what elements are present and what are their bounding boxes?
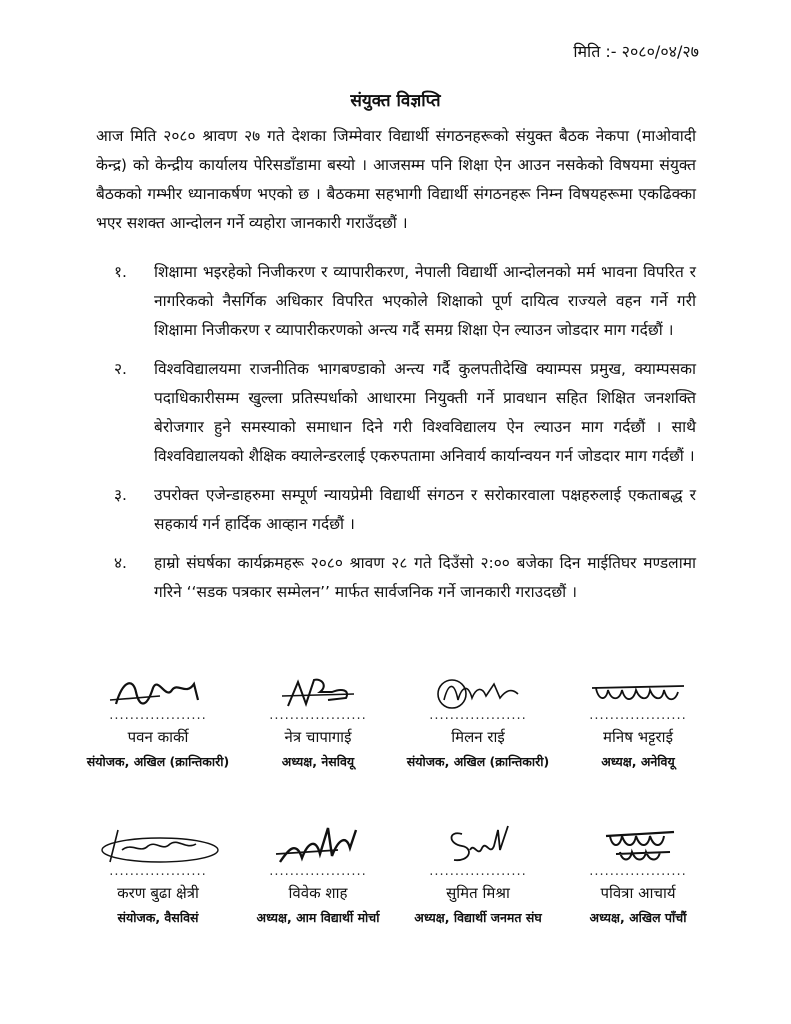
signatory — [398, 670, 558, 770]
signatory — [398, 820, 558, 926]
signatory-name: पवित्रा आचार्य — [600, 884, 676, 902]
intro-paragraph: आज मिति २०८० श्रावण २७ गते देशका जिम्मेवार विद्यार्थी संगठनहरूको संयुक्त बैठक नेकपा (माओवादी केन्द्र) को केन्द्रीय कार्यालय पेरिसडाँडामा बस्यो । आजसम्म पनि शिक्षा ऐन आउन नसकेको विषयमा संयुक्त बैठकको गम्भीर ध्यानाकर्षण भएको छ । बैठकमा सहभागी विद्यार्थी संगठनहरू निम्न विषयहरूमा एकढिक्का भएर सशक्त आन्दोलन गर्ने व्यहोरा जानकारी गराउँदछौं । — [96, 127, 696, 232]
signatory-role: अध्यक्ष, विद्यार्थी जनमत संघ — [414, 910, 542, 925]
signature-line: ................... — [589, 864, 687, 879]
signature-image — [418, 820, 538, 870]
item-number: २. — [114, 360, 127, 378]
signatory-role: अध्यक्ष, नेसवियू — [281, 754, 355, 769]
signature-line: ................... — [429, 864, 527, 879]
signatory — [558, 820, 718, 926]
signatory-role: अध्यक्ष, अनेवियू — [601, 754, 675, 769]
list-item — [96, 549, 696, 607]
signature-line: ................... — [429, 708, 527, 723]
item-text: उपरोक्त एजेन्डाहरुमा सम्पूर्ण न्यायप्रेमी विद्यार्थी संगठन र सरोकारवाला पक्षहरुलाई एकताबद्ध र सहकार्य गर्न हार्दिक आव्हान गर्दछौं । — [154, 486, 696, 533]
signatory-name: नेत्र चापागाई — [284, 728, 352, 746]
signature-image — [578, 820, 698, 870]
item-text: शिक्षामा भइरहेको निजीकरण र व्यापारीकरण, नेपाली विद्यार्थी आन्दोलनको मर्म भावना विपरित र नागरिकको नैसर्गिक अधिकार विपरित भएकोले शिक्षाको पूर्ण दायित्व राज्यले वहन गर्ने गरी शिक्षामा निजीकरण र व्यापारीकरणको अन्त्य गर्दै समग्र शिक्षा ऐन ल्याउन जोडदार माग गर्दछौं । — [154, 263, 696, 339]
list-item — [96, 481, 696, 539]
signature-line: ................... — [269, 708, 367, 723]
signatures-row-1 — [78, 670, 718, 770]
signatory-name: विवेक शाह — [288, 884, 348, 902]
item-text: विश्वविद्यालयमा राजनीतिक भागबण्डाको अन्त्य गर्दै कुलपतीदेखि क्याम्पस प्रमुख, क्याम्पसका पदाधिकारीसम्म खुल्ला प्रतिस्पर्धाको आधारमा नियुक्ती गर्ने प्रावधान सहित शिक्षित जनशक्ति बेरोजगार हुने समस्याको समाधान दिने गरी विश्वविद्यालय ऐन ल्याउन माग गर्दछौं । साथै विश्वविद्यालयको शैक्षिक क्यालेन्डरलाई एकरुपतामा अनिवार्य कार्यान्वयन गर्न जोडदार माग गर्दछौं । — [154, 360, 696, 465]
signature-line: ................... — [109, 708, 207, 723]
signatory — [78, 670, 238, 770]
signatory — [238, 670, 398, 770]
date-line: मिति :- २०८०/०४/२७ — [573, 42, 699, 61]
signature-line: ................... — [269, 864, 367, 879]
signatory-role: संयोजक, अखिल (क्रान्तिकारी) — [406, 754, 550, 769]
document-title: संयुक्त विज्ञप्ति — [350, 91, 441, 111]
item-number: १. — [114, 263, 127, 281]
signatory-role: अध्यक्ष, आम विद्यार्थी मोर्चा — [256, 910, 380, 925]
signatory-role: संयोजक, वैसविसं — [117, 910, 199, 925]
signature-line: ................... — [589, 708, 687, 723]
signatory-name: मनिष भट्टराई — [603, 728, 673, 746]
signatory — [78, 820, 238, 926]
demands-list — [96, 258, 696, 617]
signature-image — [258, 820, 378, 870]
signatory — [558, 670, 718, 770]
item-number: ३. — [114, 486, 127, 504]
signatory-name: पवन कार्की — [127, 728, 189, 746]
item-text: हाम्रो संघर्षका कार्यक्रमहरू २०८० श्रावण २८ गते दिउँसो २:०० बजेका दिन माईतिघर मण्डलामा गरिने ‘‘सडक पत्रकार सम्मेलन’’ मार्फत सार्वजनिक गर्ने जानकारी गराउदछौं । — [154, 554, 696, 601]
signatory-role: संयोजक, अखिल (क्रान्तिकारी) — [86, 754, 230, 769]
item-number: ४. — [114, 554, 127, 572]
signature-line: ................... — [109, 864, 207, 879]
signatures-row-2 — [78, 820, 718, 926]
signatory-name: मिलन राई — [451, 728, 505, 746]
signatory-name: करण बुढा क्षेत्री — [117, 884, 199, 902]
signature-image — [88, 820, 228, 870]
list-item — [96, 258, 696, 345]
signatory-name: सुमित मिश्रा — [446, 884, 510, 902]
signatory — [238, 820, 398, 926]
signatory-role: अध्यक्ष, अखिल पाँचौं — [589, 910, 687, 925]
list-item — [96, 355, 696, 471]
